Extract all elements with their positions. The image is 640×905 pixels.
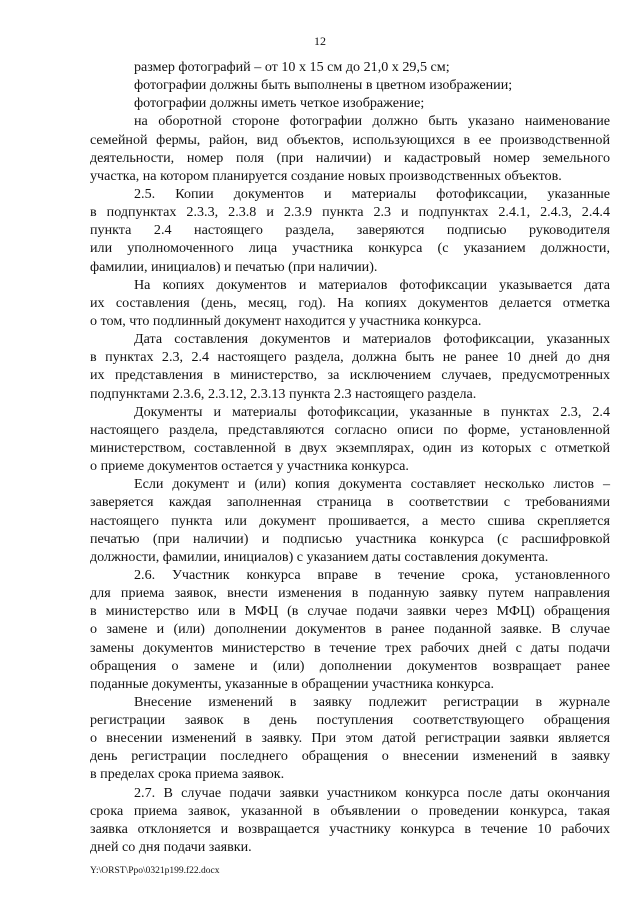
text-line: для приема заявок, внести изменения в поданную заявку путем направления — [90, 585, 610, 602]
text-line: фотографии должны иметь четкое изображение; — [134, 95, 425, 112]
text-line: Документы и материалы фотофиксации, указанные в пунктах 2.3, 2.4 — [134, 403, 610, 420]
text-line: о том, что подлинный документ находится у участника конкурса. — [90, 312, 482, 329]
paragraph — [90, 276, 610, 330]
paragraph — [90, 693, 610, 784]
text-line: их составления (день, месяц, год). На копиях документов делается отметка — [90, 294, 610, 311]
text-line: их представления в министерство, за исключением случаев, предусмотренных — [90, 367, 610, 384]
text-line: о внесении изменений в заявку. При этом датой регистрации заявки является — [90, 730, 610, 747]
text-line: заявка отклоняется и возвращается участнику конкурса в течение 10 рабочих — [90, 820, 610, 837]
text-line: регистрации заявок в день поступления соответствующего обращения — [90, 712, 610, 729]
text-line: настоящего раздела, представляются согласно описи по форме, установленной — [90, 421, 610, 438]
text-line: дней со дня подачи заявки. — [90, 839, 252, 856]
text-line: подпунктами 2.3.6, 2.3.12, 2.3.13 пункта 2.3 настоящего раздела. — [90, 385, 477, 402]
text-line: настоящего пункта или документ прошивается, а место сшива скрепляется — [90, 512, 610, 529]
text-line: 2.6. Участник конкурса вправе в течение срока, установленного — [134, 566, 610, 583]
text-line: 2.7. В случае подачи заявки участником конкурса после даты окончания — [134, 784, 610, 801]
paragraph — [90, 112, 610, 185]
text-line: участка, на котором планируется создание новых производственных объектов. — [90, 167, 562, 184]
paragraph — [90, 403, 610, 476]
paragraph — [90, 475, 610, 566]
text-line: 2.5. Копии документов и материалы фотофиксации, указанные — [134, 185, 610, 202]
text-line: семейной фермы, район, вид объектов, использующихся в ее производственной — [90, 131, 610, 148]
text-line: пункта 2.4 настоящего раздела, заверяются подписью руководителя — [90, 222, 610, 239]
text-line: о приеме документов остается у участника конкурса. — [90, 458, 409, 475]
text-line: Если документ и (или) копия документа составляет несколько листов – — [134, 476, 610, 493]
text-line: На копиях документов и материалов фотофиксации указывается дата — [134, 276, 610, 293]
paragraph — [90, 94, 610, 112]
text-line: замены документов министерство в течение трех рабочих дней с даты подачи — [90, 639, 610, 656]
paragraph — [90, 330, 610, 403]
text-line: в министерство или в МФЦ (в случае подачи заявки через МФЦ) обращения — [90, 603, 610, 620]
text-line: в подпунктах 2.3.3, 2.3.8 и 2.3.9 пункта 2.3 и подпунктах 2.4.1, 2.4.3, 2.4.4 — [90, 204, 610, 221]
paragraph — [90, 76, 610, 94]
text-line: должности, фамилии, инициалов) с указанием даты составления документа. — [90, 548, 549, 565]
text-line: в пунктах 2.3, 2.4 настоящего раздела, должна быть не ранее 10 дней до дня — [90, 349, 610, 366]
text-line: или уполномоченного лица участника конкурса (с указанием должности, — [90, 240, 610, 257]
page-number: 12 — [314, 34, 326, 48]
text-line: о замене и (или) дополнении документов в ранее поданной заявке. В случае — [90, 621, 610, 638]
text-line: на оборотной стороне фотографии должно быть указано наименование — [134, 113, 610, 130]
text-line: Дата составления документов и материалов фотофиксации, указанных — [134, 331, 610, 348]
file-path-footer: Y:\ORST\Ppo\0321p199.f22.docx — [90, 866, 220, 876]
text-line: деятельности, номер поля (при наличии) и кадастровый номер земельного — [90, 149, 610, 166]
text-line: день регистрации последнего обращения о внесении изменений в заявку — [90, 748, 610, 765]
text-line: размер фотографий – от 10 х 15 см до 21,0 х 29,5 см; — [134, 59, 450, 75]
document-body — [90, 58, 610, 856]
paragraph — [90, 58, 610, 76]
text-line: фотографии должны быть выполнены в цветном изображении; — [134, 77, 513, 94]
text-line: поданные документы, указанные в обращении участника конкурса. — [90, 675, 495, 692]
paragraph — [90, 185, 610, 276]
paragraph — [90, 566, 610, 693]
text-line: обращения о замене и (или) дополнении документов возвращает ранее — [90, 657, 610, 674]
text-line: министерством, составленной в двух экземплярах, один из которых с отметкой — [90, 439, 610, 456]
text-line: срока приема заявок, указанной в объявлении о проведении конкурса, такая — [90, 802, 610, 819]
text-line: фамилии, инициалов) и печатью (при наличии). — [90, 258, 378, 275]
text-line: печатью (при наличии) и подписью участника конкурса (с расшифровкой — [90, 530, 610, 547]
paragraph — [90, 784, 610, 857]
text-line: заверяется каждая заполненная страница в соответствии с требованиями — [90, 494, 610, 511]
text-line: Внесение изменений в заявку подлежит регистрации в журнале — [134, 693, 610, 710]
text-line: в пределах срока приема заявок. — [90, 766, 285, 783]
